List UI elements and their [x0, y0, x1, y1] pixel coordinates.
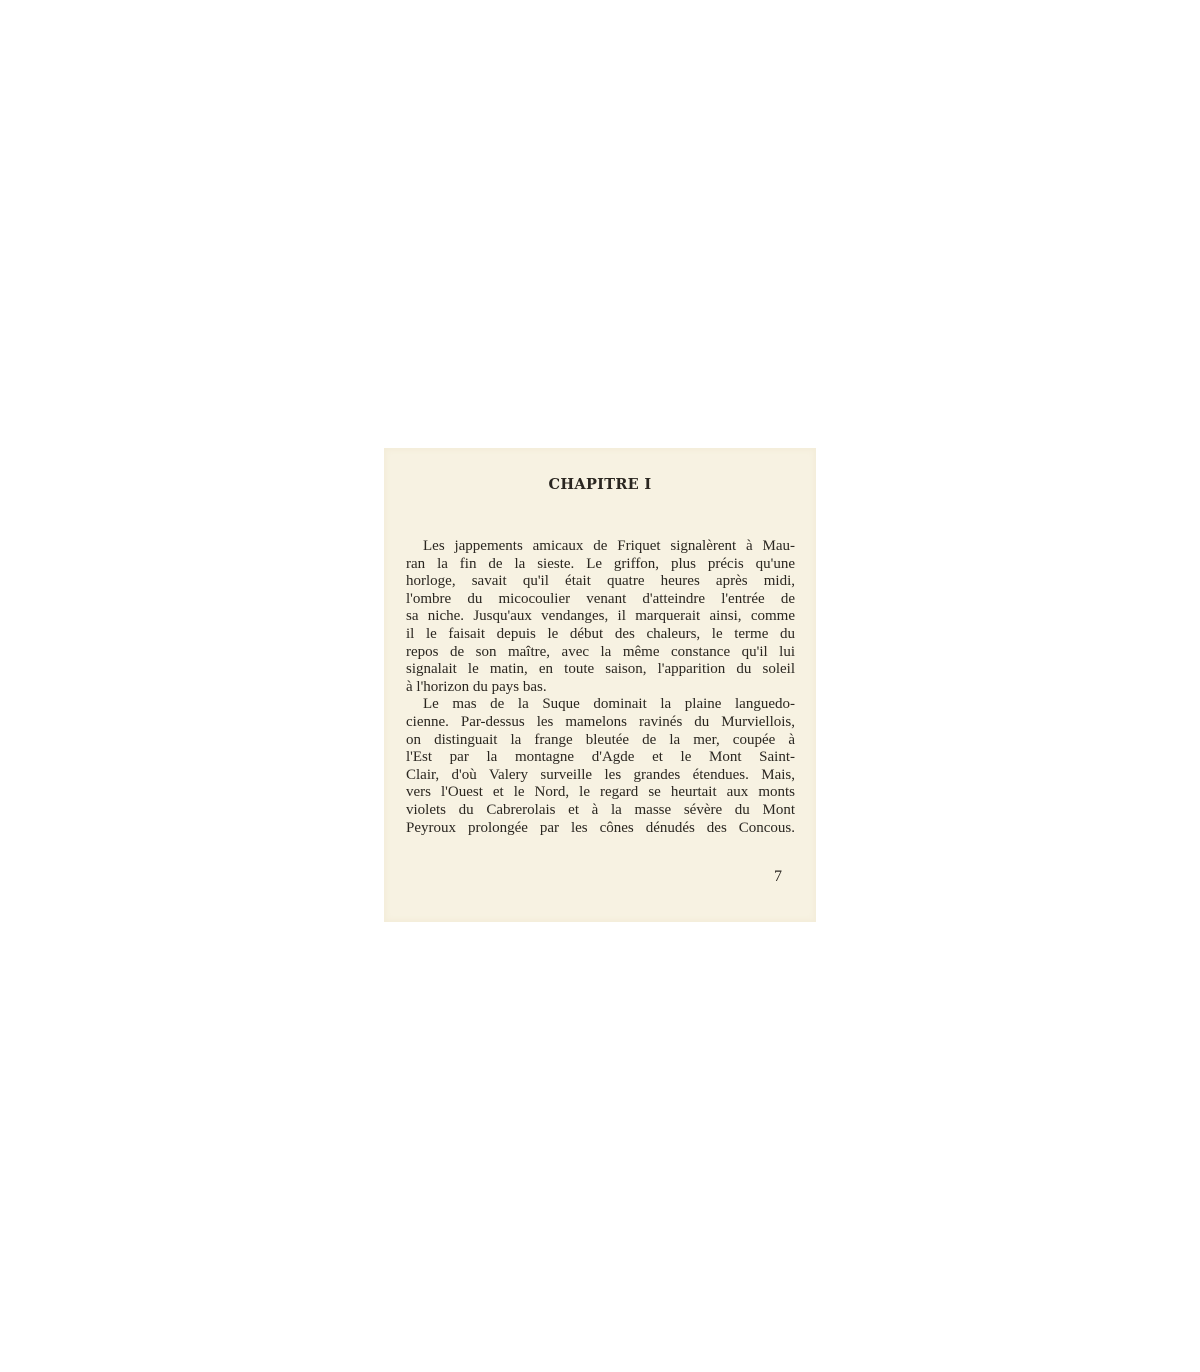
text-line: il le faisait depuis le début des chaleurs, le terme du: [406, 625, 795, 642]
book-page: [384, 448, 816, 922]
chapter-title: CHAPITRE I: [548, 476, 652, 493]
text-line: cienne. Par-dessus les mamelons ravinés du Murviellois,: [406, 713, 795, 730]
text-line: on distinguait la frange bleutée de la mer, coupée à: [406, 731, 795, 748]
text-line: horloge, savait qu'il était quatre heures après midi,: [406, 573, 795, 590]
body-text: [406, 538, 795, 837]
page-number: 7: [774, 868, 782, 885]
text-line: vers l'Ouest et le Nord, le regard se heurtait aux monts: [406, 784, 795, 801]
text-line: Le mas de la Suque dominait la plaine languedo-: [423, 696, 795, 713]
text-line: signalait le matin, en toute saison, l'apparition du soleil: [406, 661, 795, 678]
text-line: l'ombre du micocoulier venant d'atteindre l'entrée de: [406, 590, 795, 607]
text-line: ran la fin de la sieste. Le griffon, plus précis qu'une: [406, 555, 795, 572]
text-line: repos de son maître, avec la même constance qu'il lui: [406, 643, 795, 660]
text-line: l'Est par la montagne d'Agde et le Mont Saint-: [406, 749, 795, 766]
text-line: à l'horizon du pays bas.: [406, 678, 547, 695]
text-line: Clair, d'où Valery surveille les grandes étendues. Mais,: [406, 766, 795, 783]
text-line: Les jappements amicaux de Friquet signalèrent à Mau-: [423, 538, 795, 554]
text-line: Peyroux prolongée par les cônes dénudés des Concous.: [406, 819, 795, 836]
text-line: violets du Cabrerolais et à la masse sévère du Mont: [406, 801, 795, 818]
text-line: sa niche. Jusqu'aux vendanges, il marquerait ainsi, comme: [406, 608, 795, 625]
